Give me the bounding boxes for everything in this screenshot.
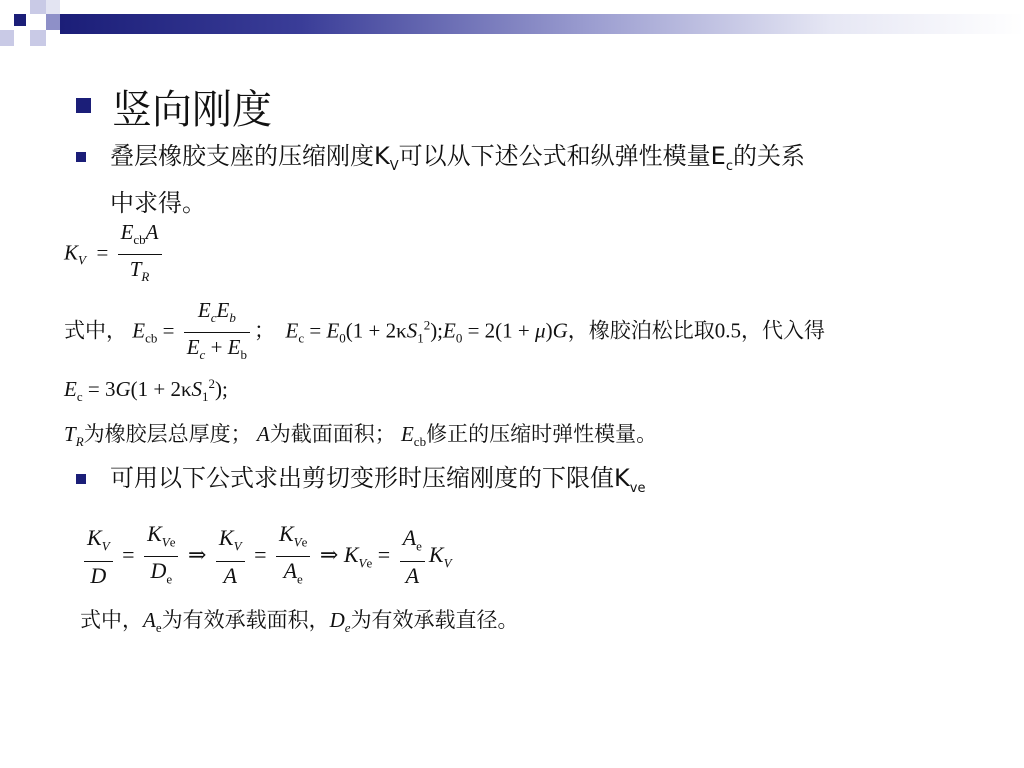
header-gradient-bar	[60, 14, 1024, 34]
title-bullet	[76, 98, 91, 113]
decor-square	[30, 30, 46, 46]
formula-kve-chain: $\frac{K_V}{D}$ = $\frac{K_{Ve}}{D_e}$ ⇒ $\frac{K_V}{A}$ = $\frac{K_{Ve}}{A_e}$ ⇒ $K_{Ve}$ = $\frac{A_e}{A}$ $K_V$	[80, 520, 452, 594]
decor-square	[46, 0, 60, 14]
formula-kv: $K_V$ = $\frac{E_{cb}A}{T_R}$	[64, 218, 166, 291]
decor-square	[14, 14, 26, 26]
decor-square	[0, 30, 14, 46]
bullet-marker	[76, 474, 86, 484]
bullet-2-text: 可用以下公式求出剪切变形时压缩刚度的下限值$K_{ve}$	[110, 464, 646, 496]
slide-title: 竖向刚度	[112, 87, 272, 133]
decor-square	[30, 0, 46, 14]
formula-ec: $E_c = 3G(1 + 2\kappa S_1^2)$;	[64, 376, 228, 405]
decor-square	[46, 14, 60, 30]
bullet-1-text: 叠层橡胶支座的压缩刚度$K_V$可以从下述公式和纵弹性模量$E_c$的关系 中求得。	[110, 142, 805, 217]
definitions-line-2: 式中，$A_e$为有效承载面积，$D_e$为有效承载直径。	[80, 608, 519, 636]
bullet-marker	[76, 152, 86, 162]
definitions-line: $T_R$为橡胶层总厚度； A为截面面积； $E_{cb}$修正的压缩时弹性模量。	[64, 422, 658, 450]
header-decoration	[0, 0, 1024, 48]
formula-ecb-line: 式中， $E_{cb}$ = $\frac{E_cE_b}{E_c + E_b}$ ； $E_c = E_0(1$ + $2\kappa S_1^2);E_0 = 2(1 + \mu)G$，橡胶泊松比取0.5，代入得	[64, 298, 825, 363]
